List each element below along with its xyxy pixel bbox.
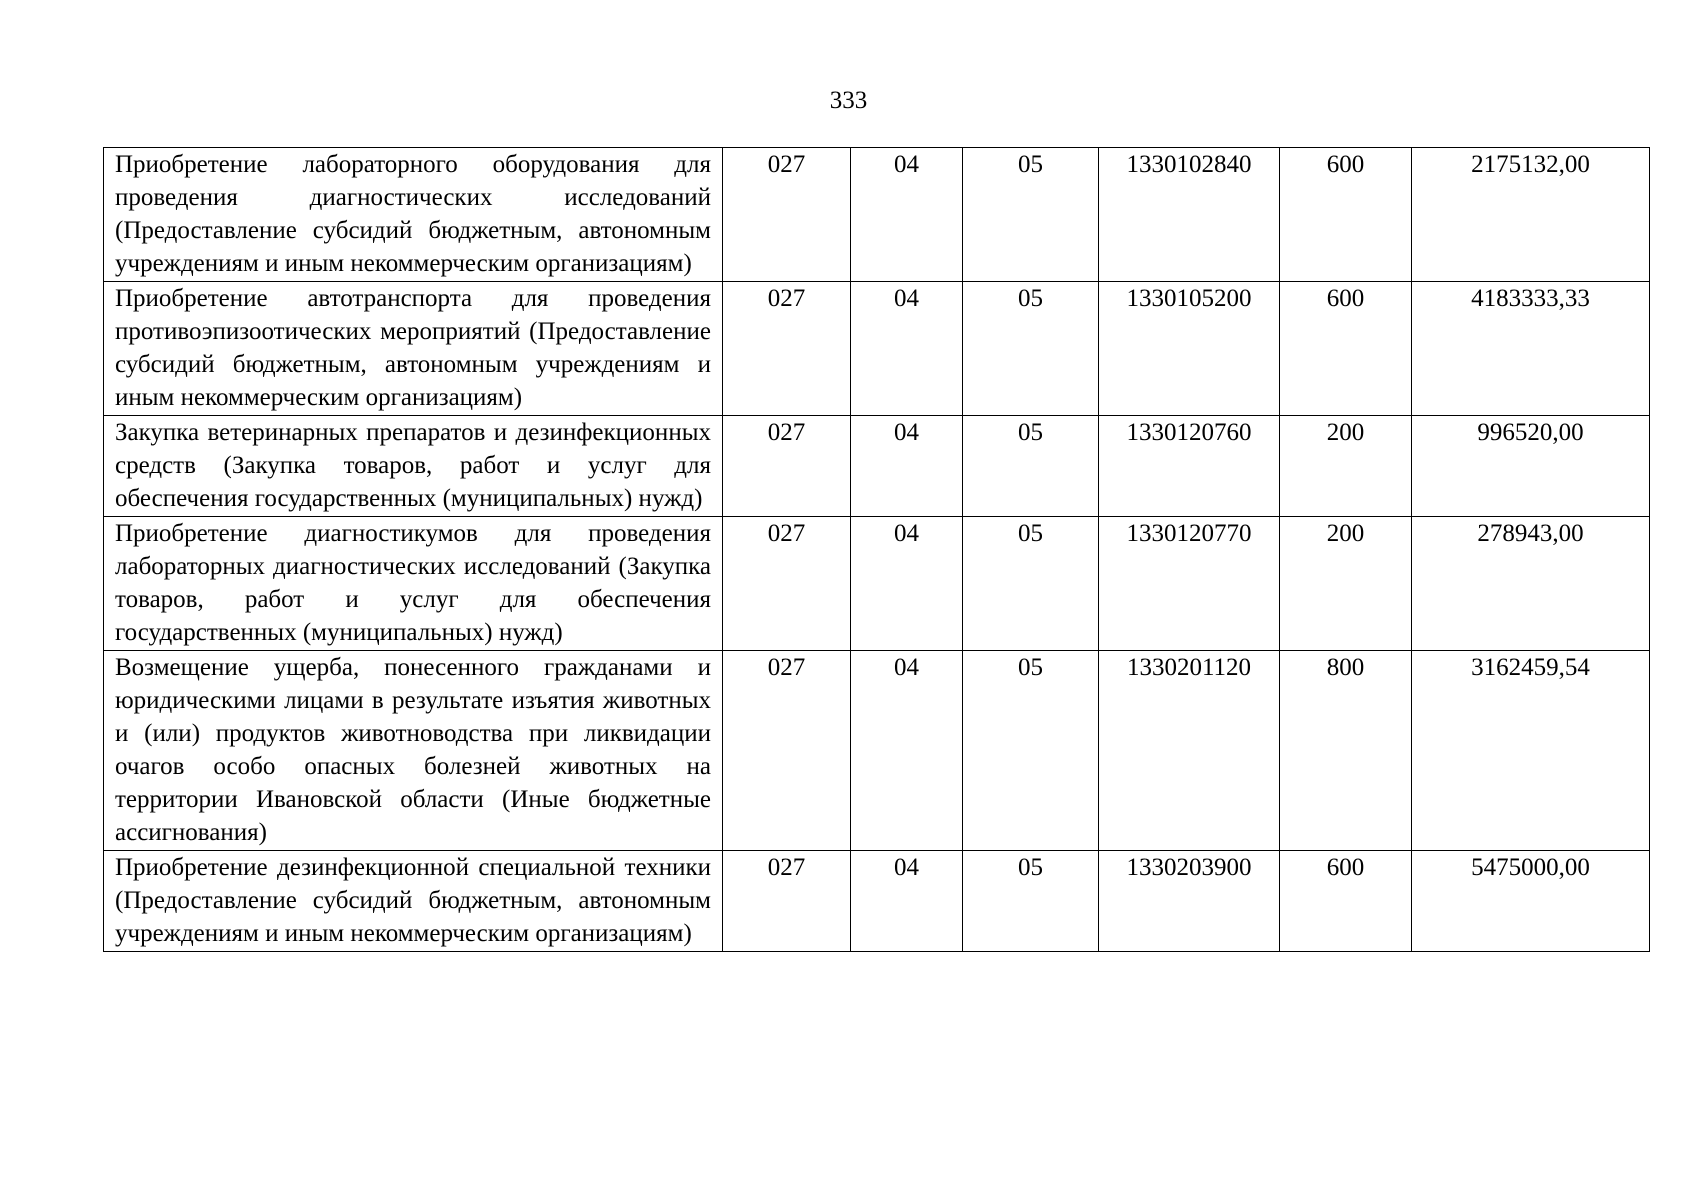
ministry-code-cell: 027 (723, 651, 851, 851)
amount-cell: 278943,00 (1412, 517, 1650, 651)
ministry-code-cell: 027 (723, 851, 851, 952)
table-row (104, 148, 1650, 282)
amount-cell: 5475000,00 (1412, 851, 1650, 952)
table-body (104, 148, 1650, 952)
subsection-code-cell: 05 (963, 651, 1099, 851)
expense-type-cell: 800 (1280, 651, 1412, 851)
amount-cell: 4183333,33 (1412, 282, 1650, 416)
ministry-code-cell: 027 (723, 517, 851, 651)
amount-cell: 2175132,00 (1412, 148, 1650, 282)
target-article-cell: 1330201120 (1099, 651, 1280, 851)
table-row (104, 416, 1650, 517)
table-row (104, 517, 1650, 651)
expense-type-cell: 200 (1280, 416, 1412, 517)
budget-table (103, 147, 1650, 952)
amount-cell: 3162459,54 (1412, 651, 1650, 851)
expense-type-cell: 600 (1280, 148, 1412, 282)
ministry-code-cell: 027 (723, 416, 851, 517)
target-article-cell: 1330120770 (1099, 517, 1280, 651)
expense-description-cell: Приобретение лабораторного оборудования для проведения диагностических исследований (Предоставление субсидий бюджетным, автономным учреждениям и иным некоммерческим организациям) (104, 148, 723, 282)
subsection-code-cell: 05 (963, 416, 1099, 517)
expense-type-cell: 600 (1280, 282, 1412, 416)
subsection-code-cell: 05 (963, 282, 1099, 416)
target-article-cell: 1330203900 (1099, 851, 1280, 952)
expense-type-cell: 200 (1280, 517, 1412, 651)
ministry-code-cell: 027 (723, 148, 851, 282)
table-row (104, 651, 1650, 851)
section-code-cell: 04 (851, 282, 963, 416)
amount-cell: 996520,00 (1412, 416, 1650, 517)
ministry-code-cell: 027 (723, 282, 851, 416)
section-code-cell: 04 (851, 148, 963, 282)
target-article-cell: 1330105200 (1099, 282, 1280, 416)
table-row (104, 282, 1650, 416)
expense-description-cell: Приобретение автотранспорта для проведения противоэпизоотических мероприятий (Предоставление субсидий бюджетным, автономным учреждениям и иным некоммерческим организациям) (104, 282, 723, 416)
page-number: 333 (829, 87, 868, 114)
section-code-cell: 04 (851, 851, 963, 952)
expense-description-cell: Приобретение диагностикумов для проведения лабораторных диагностических исследований (Закупка товаров, работ и услуг для обеспечения государственных (муниципальных) нужд) (104, 517, 723, 651)
table-row (104, 851, 1650, 952)
expense-description-cell: Возмещение ущерба, понесенного гражданами и юридическими лицами в результате изъятия животных и (или) продуктов животноводства при ликвидации очагов особо опасных болезней животных на территории Ивановской области (Иные бюджетные ассигнования) (104, 651, 723, 851)
section-code-cell: 04 (851, 517, 963, 651)
subsection-code-cell: 05 (963, 148, 1099, 282)
section-code-cell: 04 (851, 416, 963, 517)
section-code-cell: 04 (851, 651, 963, 851)
target-article-cell: 1330102840 (1099, 148, 1280, 282)
target-article-cell: 1330120760 (1099, 416, 1280, 517)
expense-type-cell: 600 (1280, 851, 1412, 952)
expense-description-cell: Закупка ветеринарных препаратов и дезинфекционных средств (Закупка товаров, работ и услуг для обеспечения государственных (муниципальных) нужд) (104, 416, 723, 517)
expense-description-cell: Приобретение дезинфекционной специальной техники (Предоставление субсидий бюджетным, автономным учреждениям и иным некоммерческим организациям) (104, 851, 723, 952)
subsection-code-cell: 05 (963, 517, 1099, 651)
subsection-code-cell: 05 (963, 851, 1099, 952)
